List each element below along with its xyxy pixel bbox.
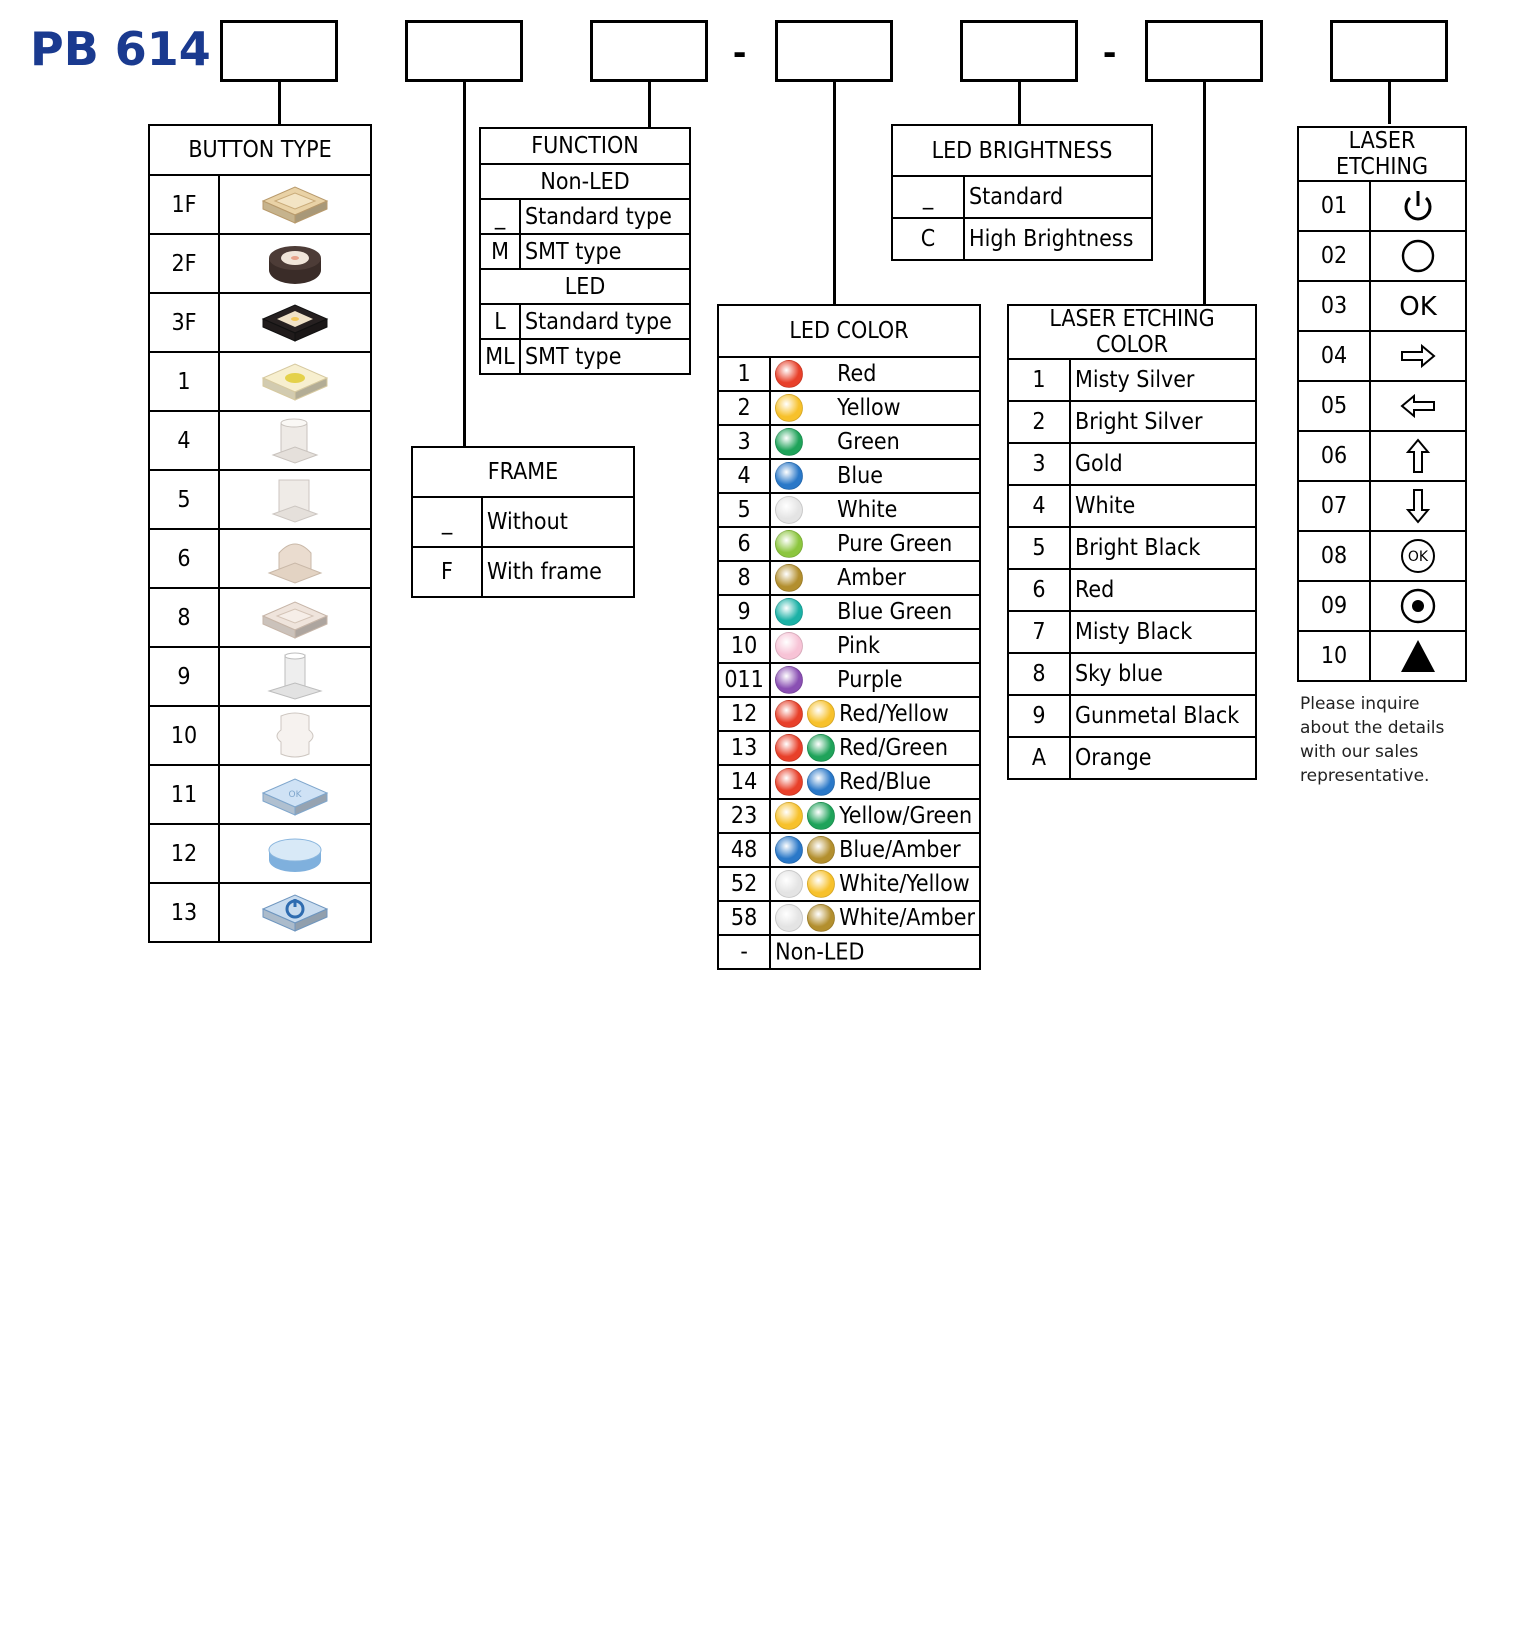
clear-tall-cap-image — [219, 411, 371, 470]
button-type-row — [149, 470, 371, 529]
part-number-prefix: PB 614 — [30, 22, 211, 76]
laser-etching-color-code: 4 — [1008, 485, 1070, 527]
button-type-code: 3F — [149, 293, 219, 352]
function-group-non-led: Non-LED — [480, 164, 690, 199]
led-color-code: - — [718, 935, 770, 969]
button-type-row — [149, 411, 371, 470]
led-color-label: White — [837, 497, 898, 523]
led-color-label: Red — [837, 361, 877, 387]
led-color-label: Red/Blue — [839, 769, 932, 795]
led-color-code: 3 — [718, 425, 770, 459]
led-color-swatch — [775, 700, 803, 728]
led-color-label: Red/Yellow — [839, 701, 949, 727]
button-type-code: 13 — [149, 883, 219, 942]
laser-etching-row — [1298, 331, 1466, 381]
laser-etching-color-label: Bright Silver — [1070, 401, 1256, 443]
laser-etching-code: 09 — [1298, 581, 1370, 631]
flat-square-cap-image — [219, 588, 371, 647]
led-color-code: 13 — [718, 731, 770, 765]
led-color-row — [718, 629, 980, 663]
laser-etching-code: 07 — [1298, 481, 1370, 531]
laser-etching-color-label: Gold — [1070, 443, 1256, 485]
led-color-swatch — [775, 530, 803, 558]
frame-label: With frame — [482, 547, 634, 597]
led-color-cell — [770, 629, 980, 663]
laser-etching-color-row — [1008, 653, 1256, 695]
led-color-swatch — [807, 870, 835, 898]
laser-etching-code: 02 — [1298, 231, 1370, 281]
code-box-frame — [405, 20, 523, 82]
led-color-cell — [770, 391, 980, 425]
led-color-label: Pure Green — [837, 531, 953, 557]
laser-etching-color-label: Gunmetal Black — [1070, 695, 1256, 737]
led-color-cell — [770, 765, 980, 799]
laser-etching-symbol — [1370, 581, 1466, 631]
svg-text:OK: OK — [288, 789, 302, 800]
laser-etching-code: 03 — [1298, 281, 1370, 331]
led-color-row — [718, 391, 980, 425]
laser-etching-symbol — [1370, 181, 1466, 231]
led-color-cell — [770, 731, 980, 765]
clear-tall-cap-icon — [255, 415, 335, 467]
code-box-led-brightness — [960, 20, 1078, 82]
laser-etching-color-code: 8 — [1008, 653, 1070, 695]
button-type-row — [149, 529, 371, 588]
laser-etching-color-label: Red — [1070, 569, 1256, 611]
laser-etching-code: 04 — [1298, 331, 1370, 381]
laser-etching-color-label: Misty Black — [1070, 611, 1256, 653]
led-color-row — [718, 595, 980, 629]
frame-code: F — [412, 547, 482, 597]
ok-circle-icon — [1398, 536, 1438, 576]
led-color-cell — [770, 357, 980, 391]
led-color-swatch — [775, 904, 803, 932]
button-type-code: 2F — [149, 234, 219, 293]
laser-etching-table — [1297, 126, 1467, 682]
laser-etching-code: 01 — [1298, 181, 1370, 231]
round-cap-dark-image — [219, 234, 371, 293]
led-color-cell — [770, 663, 980, 697]
led-color-swatch — [775, 394, 803, 422]
arrow-right-icon — [1398, 336, 1438, 376]
led-color-label: Red/Green — [839, 735, 948, 761]
button-type-row — [149, 352, 371, 411]
blue-square-ok-cap-image — [219, 765, 371, 824]
function-group-led: LED — [480, 269, 690, 304]
led-color-code: 2 — [718, 391, 770, 425]
button-type-table — [148, 124, 372, 943]
dot-circle-icon — [1398, 586, 1438, 626]
function-table — [479, 127, 691, 375]
led-color-cell — [770, 561, 980, 595]
led-color-row — [718, 799, 980, 833]
led-color-swatch — [775, 870, 803, 898]
function-label: Standard type — [520, 304, 690, 339]
led-color-swatch — [775, 836, 803, 864]
button-type-code: 8 — [149, 588, 219, 647]
ok-text-icon — [1398, 286, 1438, 326]
blue-square-ok-cap-icon — [255, 769, 335, 821]
function-title: FUNCTION — [480, 128, 690, 164]
flat-square-cap-icon — [255, 592, 335, 644]
led-color-code: 1 — [718, 357, 770, 391]
square-cap-cream-yellow-dot-image — [219, 352, 371, 411]
button-type-code: 1 — [149, 352, 219, 411]
led-color-row — [718, 425, 980, 459]
laser-etching-code: 08 — [1298, 531, 1370, 581]
laser-etching-color-code: A — [1008, 737, 1070, 779]
led-color-cell — [770, 595, 980, 629]
led-color-code: 52 — [718, 867, 770, 901]
laser-etching-symbol — [1370, 331, 1466, 381]
led-color-row — [718, 561, 980, 595]
laser-etching-color-code: 2 — [1008, 401, 1070, 443]
led-color-cell — [770, 697, 980, 731]
arrow-down-icon — [1398, 486, 1438, 526]
frame-table — [411, 446, 635, 598]
arrow-up-icon — [1398, 436, 1438, 476]
led-color-row — [718, 527, 980, 561]
square-cap-cream-yellow-dot-icon — [255, 356, 335, 408]
clear-dome-cap-image — [219, 529, 371, 588]
led-brightness-title: LED BRIGHTNESS — [892, 125, 1152, 176]
button-type-code: 6 — [149, 529, 219, 588]
laser-etching-row — [1298, 181, 1466, 231]
led-color-label: Purple — [837, 667, 903, 693]
code-box-led-color — [775, 20, 893, 82]
cylinder-stem-cap-image — [219, 647, 371, 706]
laser-etching-row — [1298, 481, 1466, 531]
connector-line — [648, 82, 651, 127]
laser-etching-symbol — [1370, 431, 1466, 481]
led-color-label: Yellow/Green — [839, 803, 973, 829]
led-color-code: 10 — [718, 629, 770, 663]
laser-etching-row — [1298, 581, 1466, 631]
laser-etching-row — [1298, 631, 1466, 681]
led-color-swatch — [775, 564, 803, 592]
led-color-swatch — [807, 802, 835, 830]
frame-code: _ — [412, 497, 482, 547]
led-color-swatch — [807, 768, 835, 796]
blue-power-square-cap-icon — [255, 887, 335, 939]
led-color-swatch — [807, 904, 835, 932]
laser-etching-color-code: 5 — [1008, 527, 1070, 569]
led-color-label: Blue — [837, 463, 883, 489]
led-color-cell — [770, 493, 980, 527]
laser-etching-symbol — [1370, 631, 1466, 681]
button-type-row — [149, 706, 371, 765]
led-color-cell — [770, 425, 980, 459]
led-color-swatch — [807, 836, 835, 864]
led-color-row — [718, 459, 980, 493]
clear-dome-cap-icon — [255, 533, 335, 585]
led-color-label: Pink — [837, 633, 880, 659]
laser-etching-color-row — [1008, 569, 1256, 611]
led-color-code: 4 — [718, 459, 770, 493]
led-color-swatch — [775, 496, 803, 524]
led-color-swatch — [775, 802, 803, 830]
led-color-swatch — [775, 360, 803, 388]
laser-etching-color-label: Bright Black — [1070, 527, 1256, 569]
svg-text:OK: OK — [1399, 292, 1437, 322]
code-box-laser-etching — [1330, 20, 1448, 82]
led-color-row — [718, 731, 980, 765]
led-color-row — [718, 935, 980, 969]
led-color-label: Non-LED — [775, 939, 865, 966]
led-color-swatch — [807, 734, 835, 762]
laser-etching-row — [1298, 281, 1466, 331]
connector-line — [463, 82, 466, 446]
led-color-label: Yellow — [837, 395, 901, 421]
button-type-row — [149, 293, 371, 352]
led-color-label: Amber — [837, 565, 906, 591]
connector-line — [833, 82, 836, 304]
connector-line — [1203, 82, 1206, 304]
button-type-code: 10 — [149, 706, 219, 765]
led-color-row — [718, 697, 980, 731]
laser-etching-color-row — [1008, 695, 1256, 737]
led-color-label: White/Amber — [839, 905, 975, 931]
laser-etching-row — [1298, 531, 1466, 581]
frame-title: FRAME — [412, 447, 634, 497]
laser-etching-symbol — [1370, 481, 1466, 531]
laser-etching-symbol — [1370, 231, 1466, 281]
function-label: SMT type — [520, 234, 690, 269]
led-color-cell — [770, 799, 980, 833]
laser-etching-color-code: 3 — [1008, 443, 1070, 485]
led-color-label: Blue Green — [837, 599, 953, 625]
arrow-left-icon — [1398, 386, 1438, 426]
laser-etching-color-row — [1008, 737, 1256, 779]
laser-etching-color-code: 1 — [1008, 359, 1070, 401]
led-color-row — [718, 765, 980, 799]
laser-etching-color-label: Misty Silver — [1070, 359, 1256, 401]
led-color-table — [717, 304, 981, 970]
laser-etching-color-code: 6 — [1008, 569, 1070, 611]
laser-etching-color-label: Orange — [1070, 737, 1256, 779]
button-type-row — [149, 175, 371, 234]
led-color-code: 58 — [718, 901, 770, 935]
function-code: _ — [480, 199, 520, 234]
laser-etching-color-label: White — [1070, 485, 1256, 527]
inquiry-note: Please inquire about the details with our sales representative. — [1300, 694, 1445, 786]
laser-etching-color-code: 7 — [1008, 611, 1070, 653]
laser-etching-color-code: 9 — [1008, 695, 1070, 737]
connector-line — [278, 82, 281, 124]
laser-etching-color-row — [1008, 443, 1256, 485]
led-color-cell — [770, 901, 980, 935]
clear-square-tall-cap-icon — [255, 474, 335, 526]
button-type-row — [149, 234, 371, 293]
connector-line — [1018, 82, 1021, 124]
led-color-label: White/Yellow — [839, 871, 970, 897]
button-type-row — [149, 647, 371, 706]
laser-etching-color-row — [1008, 485, 1256, 527]
laser-etching-color-table — [1007, 304, 1257, 780]
square-cap-framed-beige-image — [219, 175, 371, 234]
connector-line — [1388, 82, 1391, 124]
button-type-row — [149, 588, 371, 647]
separator-dash: - — [1103, 30, 1117, 74]
led-color-cell — [770, 459, 980, 493]
clear-shaped-cap-image — [219, 706, 371, 765]
button-type-title: BUTTON TYPE — [149, 125, 371, 175]
button-type-code: 12 — [149, 824, 219, 883]
laser-etching-row — [1298, 381, 1466, 431]
triangle-icon — [1398, 636, 1438, 676]
led-brightness-code: _ — [892, 176, 964, 218]
laser-etching-symbol — [1370, 381, 1466, 431]
led-brightness-label: High Brightness — [964, 218, 1152, 260]
function-code: L — [480, 304, 520, 339]
button-type-code: 4 — [149, 411, 219, 470]
laser-etching-color-row — [1008, 611, 1256, 653]
led-color-swatch — [807, 700, 835, 728]
led-brightness-code: C — [892, 218, 964, 260]
led-color-code: 5 — [718, 493, 770, 527]
led-color-swatch — [775, 428, 803, 456]
laser-etching-symbol — [1370, 531, 1466, 581]
clear-square-tall-cap-image — [219, 470, 371, 529]
button-type-code: 1F — [149, 175, 219, 234]
led-color-row — [718, 493, 980, 527]
code-box-button-type — [220, 20, 338, 82]
led-color-swatch — [775, 632, 803, 660]
square-cap-framed-beige-icon — [255, 179, 335, 231]
led-color-swatch — [775, 734, 803, 762]
power-icon — [1398, 186, 1438, 226]
led-color-cell — [770, 935, 980, 969]
button-type-code: 5 — [149, 470, 219, 529]
blue-round-cap-icon — [255, 828, 335, 880]
clear-shaped-cap-icon — [255, 710, 335, 762]
laser-etching-code: 10 — [1298, 631, 1370, 681]
led-color-code: 48 — [718, 833, 770, 867]
led-color-row — [718, 663, 980, 697]
led-color-row — [718, 901, 980, 935]
led-color-row — [718, 357, 980, 391]
laser-etching-code: 06 — [1298, 431, 1370, 481]
button-type-row — [149, 883, 371, 942]
laser-etching-row — [1298, 431, 1466, 481]
button-type-code: 11 — [149, 765, 219, 824]
round-cap-dark-icon — [255, 238, 335, 290]
blue-power-square-cap-image — [219, 883, 371, 942]
led-color-code: 6 — [718, 527, 770, 561]
button-type-code: 9 — [149, 647, 219, 706]
led-color-title: LED COLOR — [718, 305, 980, 357]
laser-etching-code: 05 — [1298, 381, 1370, 431]
frame-label: Without — [482, 497, 634, 547]
square-cap-black-frame-icon — [255, 297, 335, 349]
button-type-row — [149, 824, 371, 883]
led-color-code: 14 — [718, 765, 770, 799]
led-color-cell — [770, 527, 980, 561]
laser-etching-color-row — [1008, 527, 1256, 569]
button-type-row — [149, 765, 371, 824]
code-box-function — [590, 20, 708, 82]
led-color-code: 23 — [718, 799, 770, 833]
laser-etching-title: LASER ETCHING — [1298, 127, 1466, 181]
svg-text:OK: OK — [1407, 549, 1429, 565]
square-cap-black-frame-image — [219, 293, 371, 352]
led-color-code: 9 — [718, 595, 770, 629]
led-brightness-label: Standard — [964, 176, 1152, 218]
function-label: SMT type — [520, 339, 690, 374]
separator-dash: - — [733, 30, 747, 74]
led-color-cell — [770, 833, 980, 867]
laser-etching-symbol — [1370, 281, 1466, 331]
led-color-code: 8 — [718, 561, 770, 595]
led-color-cell — [770, 867, 980, 901]
led-color-label: Green — [837, 429, 900, 455]
led-color-swatch — [775, 598, 803, 626]
led-color-label: Blue/Amber — [839, 837, 961, 863]
led-color-row — [718, 833, 980, 867]
laser-etching-color-label: Sky blue — [1070, 653, 1256, 695]
laser-etching-color-row — [1008, 359, 1256, 401]
function-code: M — [480, 234, 520, 269]
blue-round-cap-image — [219, 824, 371, 883]
laser-etching-row — [1298, 231, 1466, 281]
laser-etching-color-title: LASER ETCHING COLOR — [1008, 305, 1256, 359]
laser-etching-color-row — [1008, 401, 1256, 443]
code-box-laser-etching-color — [1145, 20, 1263, 82]
led-color-swatch — [775, 462, 803, 490]
led-color-code: 12 — [718, 697, 770, 731]
function-code: ML — [480, 339, 520, 374]
led-color-row — [718, 867, 980, 901]
led-color-swatch — [775, 666, 803, 694]
led-color-code: 011 — [718, 663, 770, 697]
led-brightness-table — [891, 124, 1153, 261]
circle-icon — [1398, 236, 1438, 276]
cylinder-stem-cap-icon — [255, 651, 335, 703]
led-color-swatch — [775, 768, 803, 796]
function-label: Standard type — [520, 199, 690, 234]
